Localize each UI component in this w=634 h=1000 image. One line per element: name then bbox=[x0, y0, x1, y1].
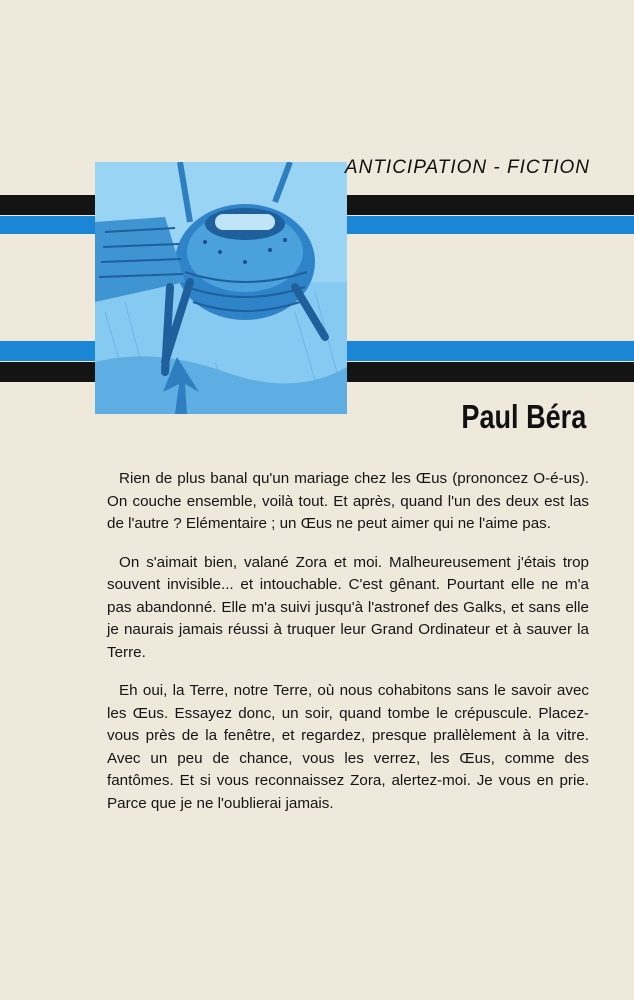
author-name: Paul Béra bbox=[461, 398, 586, 435]
blurb-paragraph: Rien de plus banal qu'un mariage chez les Œus (prononcez O-é-us). On couche ensemble, voilà tout. Et après, quand l'un des deux est las de l'autre ? Elémentaire ; un Œus ne peut aimer qui ne l'aime pas. bbox=[107, 470, 589, 532]
blurb-paragraph: On s'aimait bien, valané Zora et moi. Malheureusement j'étais trop souvent invisible... et intouchable. C'est gênant. Pourtant elle ne m'a pas abandonné. Elle m'a suivi jusqu'à l'astronef des Galks, et sans elle je naurais jamais réussi à truquer leur Grand Ordinateur et à sauver la Terre. bbox=[107, 553, 589, 661]
spaceship-illustration bbox=[95, 162, 347, 414]
series-title: ANTICIPATION - FICTION bbox=[344, 157, 590, 178]
blurb-text bbox=[107, 468, 589, 831]
blurb-paragraph: Eh oui, la Terre, notre Terre, où nous cohabitons sans le savoir avec les Œus. Essayez donc, un soir, quand tombe le crépuscule. Placez-vous près de la fenêtre, et regardez, presque prallèlement à la vitre. Avec un peu de chance, vous les verrez, les Œus, comme des fantômes. Et si vous reconnaissez Zora, alertez-moi. Je vous en prie. Parce que je ne l'oublierai jamais. bbox=[107, 682, 589, 812]
